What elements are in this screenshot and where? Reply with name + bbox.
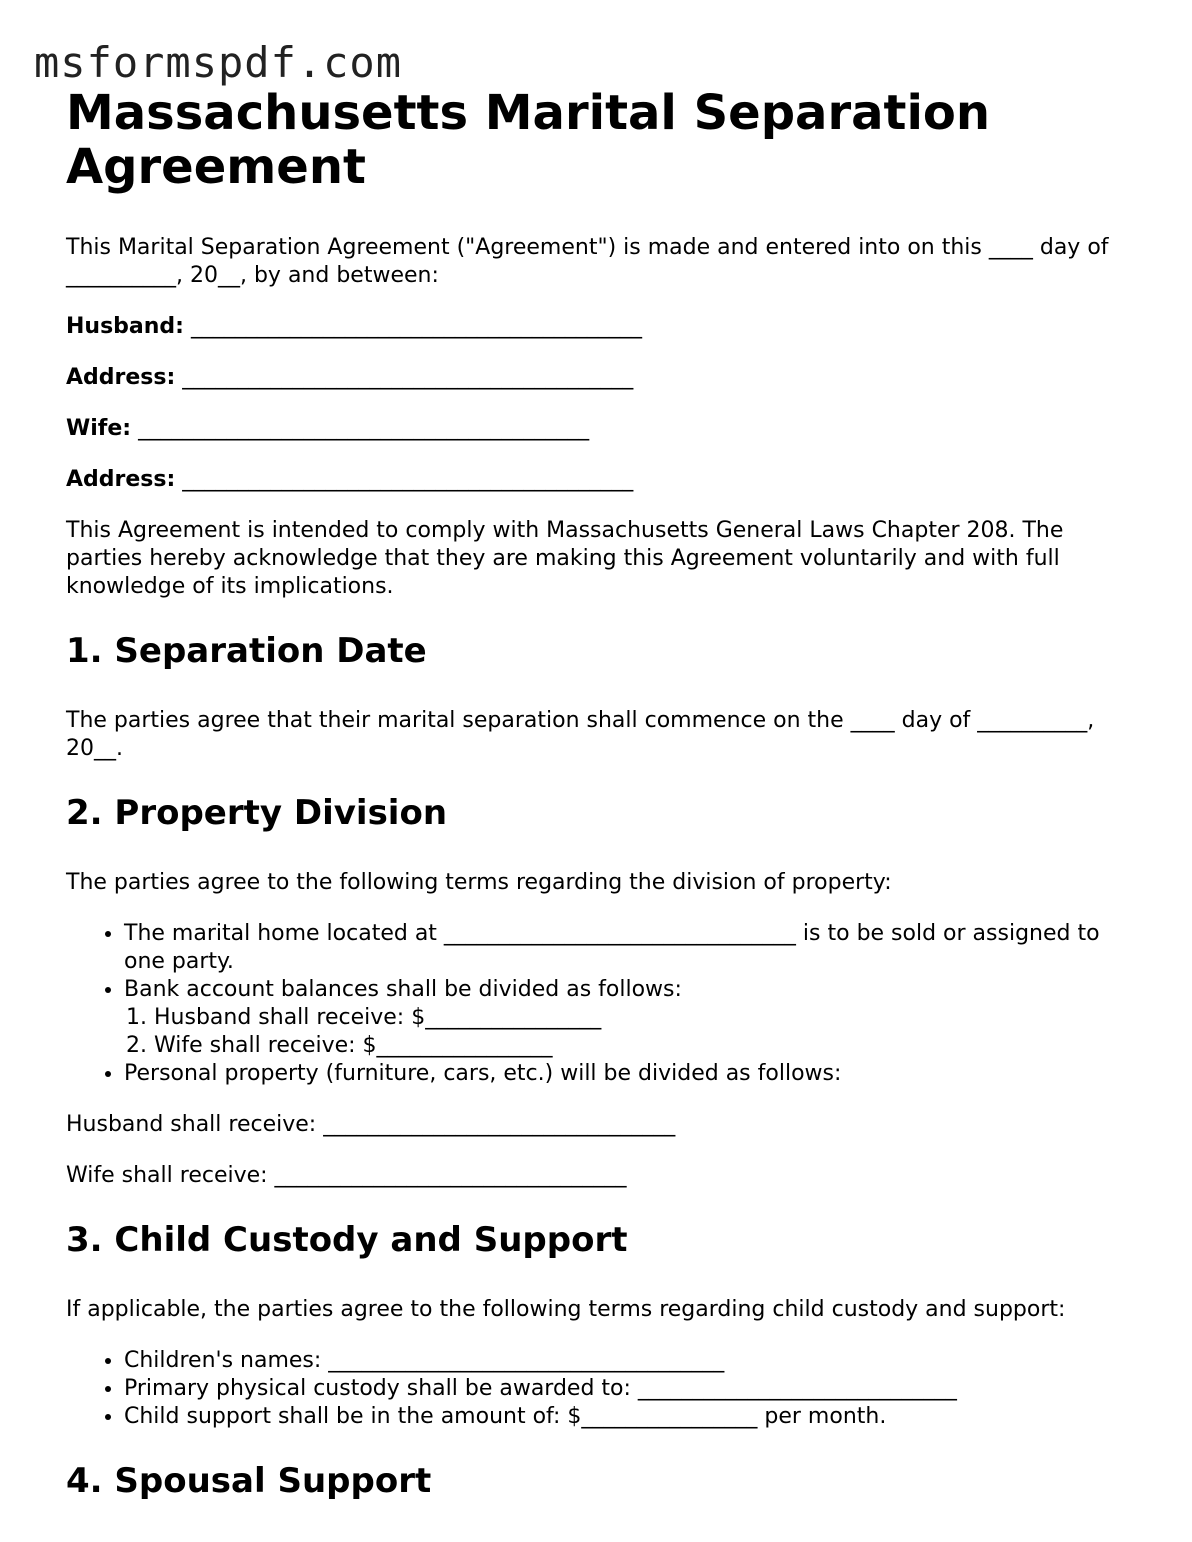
- husband-label: Husband:: [66, 314, 184, 339]
- husband-address-blank: _________________________________________: [182, 365, 634, 390]
- wife-field: [66, 415, 1136, 443]
- husband-blank: _________________________________________: [190, 314, 642, 339]
- husband-field: [66, 313, 1136, 341]
- list-item-personal-property: • Personal property (furniture, cars, etc.) will be divided as follows:: [124, 1060, 1136, 1088]
- section-1-text: The parties agree that their marital separation shall commence on the ____ day of __________, 20__.: [66, 708, 1095, 761]
- list-item-physical-custody: • Primary physical custody shall be awarded to: _____________________________: [124, 1375, 1136, 1403]
- section-4-heading: 4. Spousal Support: [66, 1461, 432, 1501]
- list-item-husband-bank: 1. Husband shall receive: $________________: [154, 1004, 1136, 1032]
- custody-list: [66, 1347, 1136, 1431]
- list-item-children-names: • Children's names: ____________________________________: [124, 1347, 1136, 1375]
- wife-address-label: Address:: [66, 467, 176, 492]
- wife-blank: _________________________________________: [138, 416, 590, 441]
- section-3-text: If applicable, the parties agree to the following terms regarding child custody and support:: [66, 1297, 1066, 1322]
- intro-paragraph: This Marital Separation Agreement ("Agreement") is made and entered into on this ____ day of __________, 20__, by and between:: [66, 235, 1109, 288]
- section-2-heading: 2. Property Division: [66, 793, 448, 833]
- document: [66, 86, 1136, 1537]
- wife-address-blank: _________________________________________: [182, 467, 634, 492]
- wife-label: Wife:: [66, 416, 132, 441]
- property-list: [66, 920, 1136, 1088]
- wife-address-field: [66, 466, 1136, 494]
- document-title: Massachusetts Marital Separation Agreement: [66, 85, 991, 195]
- section-3-heading: 3. Child Custody and Support: [66, 1220, 628, 1260]
- section-1-heading: 1. Separation Date: [66, 631, 427, 671]
- section-2-text: The parties agree to the following terms regarding the division of property:: [66, 870, 892, 895]
- list-item-marital-home: • The marital home located at ________________________________ is to be sold or assigned to one party.: [124, 920, 1136, 976]
- watermark: msformspdf.com: [34, 38, 403, 87]
- list-item-child-support: • Child support shall be in the amount of: $________________ per month.: [124, 1403, 1136, 1431]
- wife-personal-property: Wife shall receive: ________________________________: [66, 1163, 627, 1188]
- list-item-wife-bank: 2. Wife shall receive: $________________: [154, 1032, 1136, 1060]
- husband-address-label: Address:: [66, 365, 176, 390]
- compliance-paragraph: This Agreement is intended to comply with Massachusetts General Laws Chapter 208. The parties hereby acknowledge that they are making this Agreement voluntarily and with full knowledge of its implications.: [66, 518, 1064, 599]
- husband-personal-property: Husband shall receive: ________________________________: [66, 1112, 676, 1137]
- bank-split-list: [124, 1004, 1136, 1060]
- husband-address-field: [66, 364, 1136, 392]
- list-item-bank-accounts: • Bank account balances shall be divided as follows: 1. Husband shall receive: $________________ 2. Wife shall receive: $________________: [124, 976, 1136, 1060]
